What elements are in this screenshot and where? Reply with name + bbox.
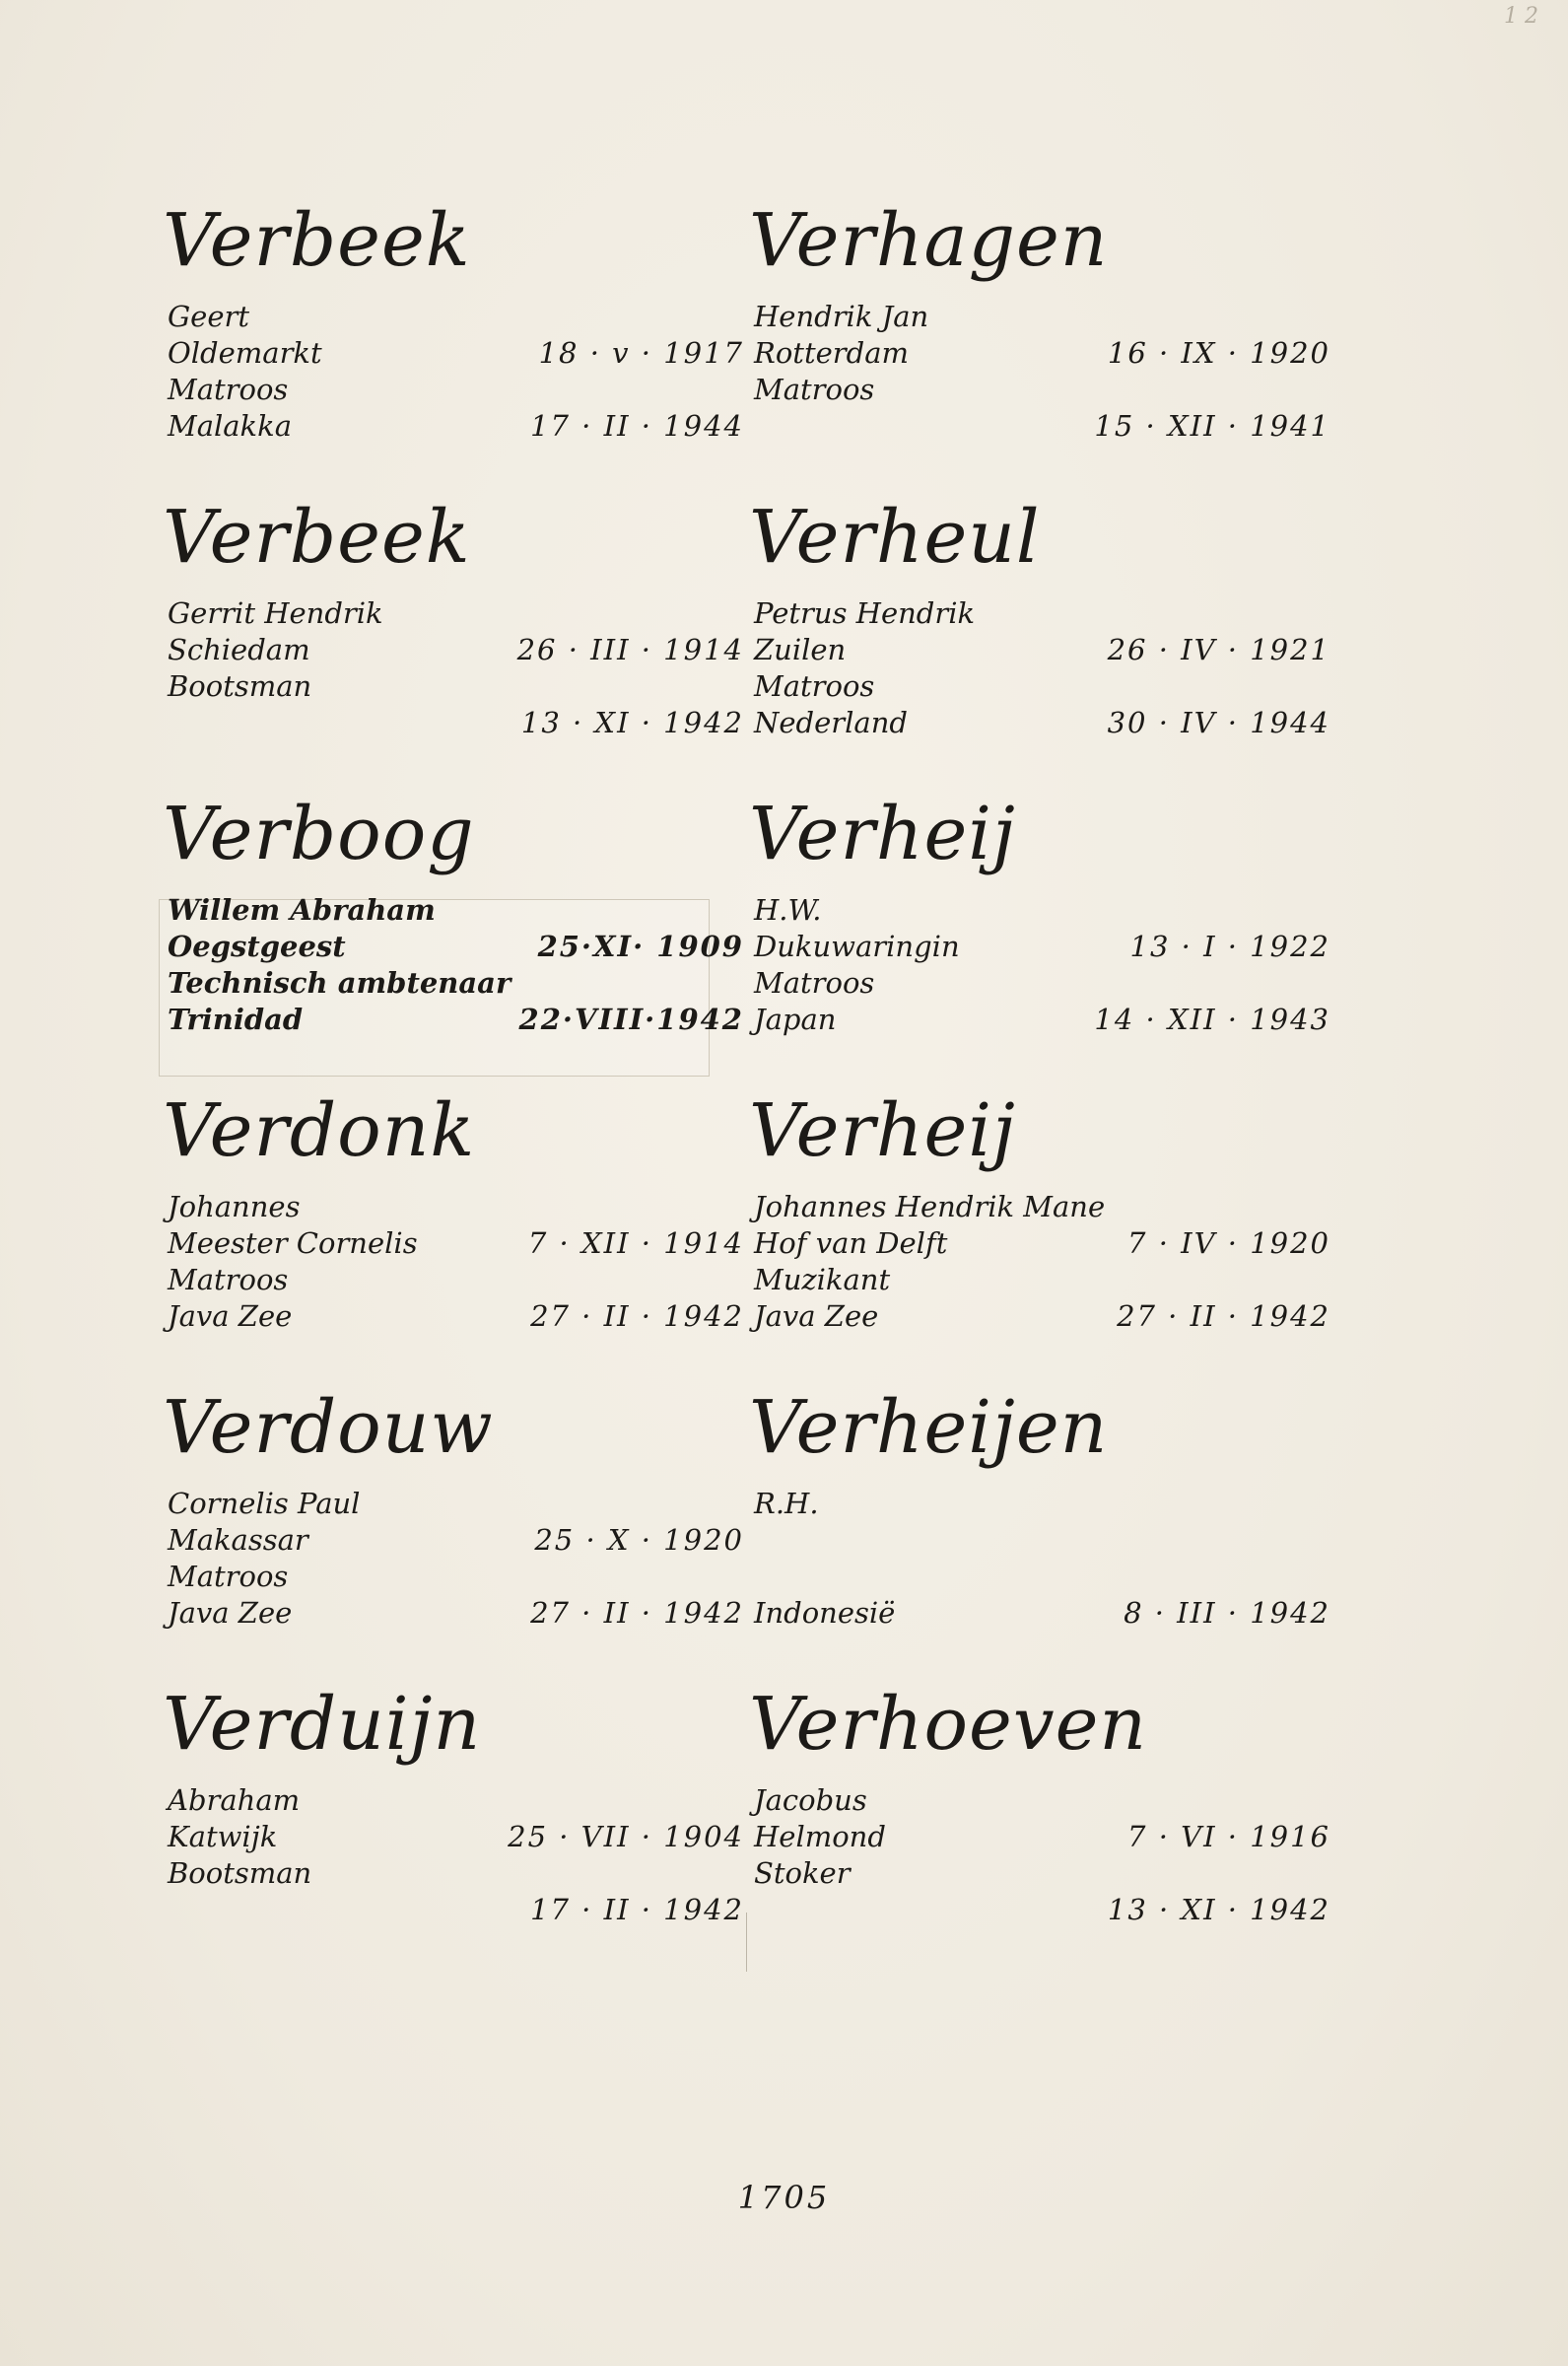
rank-row	[163, 1559, 744, 1595]
birthplace: Makassar	[168, 1523, 308, 1557]
given-names-row	[749, 1189, 1330, 1225]
surname-heading: Verbeek	[163, 198, 471, 283]
death-row	[749, 1595, 1330, 1632]
death-date: 13 · XI · 1942	[520, 706, 744, 739]
rank: Muzikant	[754, 1263, 891, 1296]
memorial-entry	[749, 1073, 1330, 1369]
place-of-death: Java Zee	[168, 1299, 293, 1333]
given-names: Hendrik Jan	[754, 300, 929, 333]
surname-heading: Verheul	[749, 495, 1041, 580]
given-names: R.H.	[754, 1487, 819, 1520]
birthplace: Helmond	[754, 1820, 886, 1853]
death-date: 22·VIII·1942	[518, 1003, 744, 1036]
memorial-entry	[163, 1369, 744, 1666]
rank: Bootsman	[168, 1856, 312, 1890]
birth-row	[163, 1819, 744, 1855]
given-names-row	[163, 1189, 744, 1225]
rank-row	[749, 668, 1330, 705]
birth-row	[749, 1819, 1330, 1855]
birthplace: Rotterdam	[754, 336, 909, 370]
given-names-row	[749, 892, 1330, 929]
given-names-row	[163, 1486, 744, 1522]
surname-heading: Verduijn	[163, 1682, 482, 1767]
birth-row	[749, 1225, 1330, 1262]
birth-row	[163, 335, 744, 372]
rank-row	[163, 1262, 744, 1298]
place-of-death: Japan	[754, 1003, 837, 1036]
birth-date: 7 · IV · 1920	[1127, 1226, 1330, 1260]
place-of-death: Trinidad	[168, 1003, 304, 1036]
birthplace: Schiedam	[168, 633, 310, 666]
birth-date: 7 · VI · 1916	[1127, 1820, 1330, 1853]
rank-row	[163, 1855, 744, 1892]
given-names-row	[163, 595, 744, 632]
birthplace: Katwijk	[168, 1820, 278, 1853]
birth-date: 26 · IV · 1921	[1107, 633, 1330, 666]
given-names: Johannes	[168, 1190, 301, 1223]
birthplace: Hof van Delft	[754, 1226, 948, 1260]
rank-row	[163, 668, 744, 705]
given-names-row	[749, 299, 1330, 335]
birth-date: 18 · v · 1917	[538, 336, 744, 370]
rank: Technisch ambtenaar	[168, 966, 511, 1000]
birth-date: 25·XI· 1909	[537, 930, 744, 963]
rank-row	[749, 1262, 1330, 1298]
given-names-row	[749, 1486, 1330, 1522]
rank: Matroos	[754, 966, 875, 1000]
surname-heading: Verheij	[749, 1088, 1016, 1173]
given-names: Cornelis Paul	[168, 1487, 361, 1520]
rank-row	[749, 372, 1330, 408]
birthplace: Dukuwaringin	[754, 930, 960, 963]
place-of-death: Malakka	[168, 409, 292, 443]
rank-row	[163, 965, 744, 1002]
rank-row	[163, 372, 744, 408]
left-column	[163, 182, 744, 1963]
birth-row	[749, 929, 1330, 965]
place-of-death: Indonesië	[754, 1596, 896, 1630]
birth-date: 26 · III · 1914	[516, 633, 744, 666]
given-names: Geert	[168, 300, 250, 333]
memorial-entry	[749, 776, 1330, 1073]
death-row	[163, 1892, 744, 1928]
right-column	[749, 182, 1330, 1963]
memorial-entry	[749, 182, 1330, 479]
rank: Matroos	[168, 1560, 289, 1593]
place-of-death: Nederland	[754, 706, 908, 739]
rank: Matroos	[754, 669, 875, 703]
death-date: 8 · III · 1942	[1124, 1596, 1330, 1630]
death-row	[163, 1595, 744, 1632]
birth-date: 16 · IX · 1920	[1107, 336, 1330, 370]
given-names: Johannes Hendrik Mane	[754, 1190, 1106, 1223]
death-date: 30 · IV · 1944	[1107, 706, 1330, 739]
birth-date: 7 · XII · 1914	[527, 1226, 744, 1260]
surname-heading: Verhagen	[749, 198, 1109, 283]
rank-row	[749, 1559, 1330, 1595]
death-row	[163, 1002, 744, 1038]
birth-date: 25 · X · 1920	[534, 1523, 744, 1557]
memorial-entry	[749, 1369, 1330, 1666]
death-row	[749, 1298, 1330, 1335]
birthplace: Oldemarkt	[168, 336, 322, 370]
memorial-entry	[749, 479, 1330, 776]
given-names: H.W.	[754, 893, 822, 927]
surname-heading: Verhoeven	[749, 1682, 1148, 1767]
memorial-entry	[163, 776, 744, 1073]
given-names: Jacobus	[754, 1783, 867, 1817]
given-names: Willem Abraham	[168, 893, 436, 927]
death-date: 15 · XII · 1941	[1094, 409, 1330, 443]
rank-row	[749, 965, 1330, 1002]
surname-heading: Verheij	[749, 792, 1016, 876]
surname-heading: Verdouw	[163, 1385, 494, 1470]
death-row	[163, 408, 744, 445]
death-date: 27 · II · 1942	[530, 1596, 744, 1630]
given-names-row	[749, 595, 1330, 632]
birth-row	[749, 632, 1330, 668]
birthplace: Oegstgeest	[168, 930, 346, 963]
surname-heading: Verboog	[163, 792, 475, 876]
death-date: 17 · II · 1944	[530, 409, 744, 443]
place-of-death: Java Zee	[754, 1299, 879, 1333]
rank: Bootsman	[168, 669, 312, 703]
place-of-death: Java Zee	[168, 1596, 293, 1630]
given-names: Petrus Hendrik	[754, 596, 976, 630]
death-date: 13 · XI · 1942	[1107, 1893, 1330, 1926]
surname-heading: Verheijen	[749, 1385, 1109, 1470]
corner-pencil-mark: 1 2	[1504, 4, 1538, 29]
given-names-row	[749, 1782, 1330, 1819]
birth-row	[749, 1522, 1330, 1559]
birthplace: Zuilen	[754, 633, 847, 666]
given-names-row	[163, 1782, 744, 1819]
rank: Matroos	[168, 373, 289, 406]
birth-date: 13 · I · 1922	[1129, 930, 1330, 963]
birth-row	[163, 632, 744, 668]
birth-row	[163, 1522, 744, 1559]
memorial-entry	[163, 1073, 744, 1369]
death-date: 17 · II · 1942	[530, 1893, 744, 1926]
birthplace: Meester Cornelis	[168, 1226, 418, 1260]
death-date: 14 · XII · 1943	[1094, 1003, 1330, 1036]
death-date: 27 · II · 1942	[1117, 1299, 1330, 1333]
given-names: Gerrit Hendrik	[168, 596, 383, 630]
given-names-row	[163, 299, 744, 335]
death-row	[749, 1002, 1330, 1038]
memorial-entry	[749, 1666, 1330, 1963]
surname-heading: Verbeek	[163, 495, 471, 580]
memorial-entry	[163, 182, 744, 479]
rank: Matroos	[168, 1263, 289, 1296]
given-names-row	[163, 892, 744, 929]
memorial-entry	[163, 479, 744, 776]
margin-rule	[746, 1913, 747, 1972]
memorial-entry	[163, 1666, 744, 1963]
surname-heading: Verdonk	[163, 1088, 476, 1173]
rank: Stoker	[754, 1856, 851, 1890]
death-row	[749, 408, 1330, 445]
death-date: 27 · II · 1942	[530, 1299, 744, 1333]
death-row	[163, 705, 744, 741]
birth-date: 25 · VII · 1904	[508, 1820, 744, 1853]
rank: Matroos	[754, 373, 875, 406]
death-row	[749, 705, 1330, 741]
death-row	[163, 1298, 744, 1335]
death-row	[749, 1892, 1330, 1928]
given-names: Abraham	[168, 1783, 301, 1817]
birth-row	[749, 335, 1330, 372]
page-number: 1705	[737, 2179, 831, 2216]
birth-row	[163, 1225, 744, 1262]
birth-row	[163, 929, 744, 965]
rank-row	[749, 1855, 1330, 1892]
